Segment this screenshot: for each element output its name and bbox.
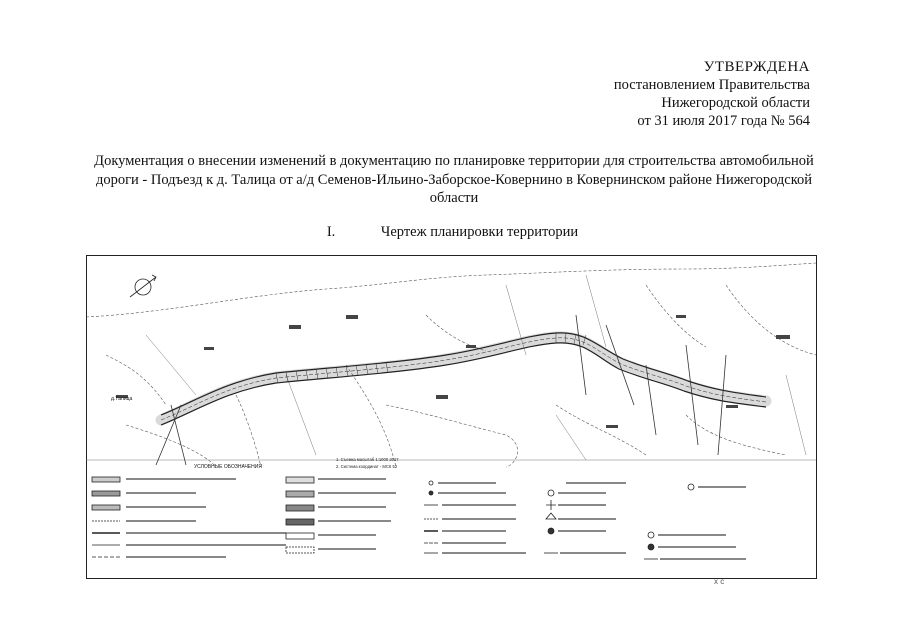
document-title-line-2: дороги - Подъезд к д. Талица от а/д Семенов-Ильино-Заборское-Ковернино в Ковернинском районе Нижегородской — [95, 171, 813, 188]
document-title-line-3: области — [429, 190, 479, 206]
approval-stamp — [614, 58, 810, 130]
planning-map — [86, 255, 817, 579]
approval-date: от 31 июля 2017 года № 564 — [637, 113, 810, 129]
place-label: д.Талица — [111, 396, 133, 402]
approval-authority: постановлением Правительства — [613, 77, 810, 93]
document-title-line-1: Документация о внесении изменений в документацию по планировке территории для строительства автомобильной — [94, 153, 814, 169]
legend-heading: УСЛОВНЫЕ ОБОЗНАЧЕНИЯ — [194, 464, 262, 470]
section-name: Чертеж планировки территории — [380, 224, 579, 240]
approval-heading: УТВЕРЖДЕНА — [703, 59, 810, 75]
planning-drawing — [86, 255, 817, 579]
stray-mark: х с — [714, 577, 725, 586]
stamp-line-2: 2. Система координат - МСК 52 — [336, 464, 398, 469]
document-title — [70, 152, 838, 208]
stamp-line-1: 1. Съемка масштаб 1:1000 2017 — [336, 457, 399, 462]
section-heading — [0, 224, 905, 241]
section-number: I. — [326, 224, 336, 240]
approval-region: Нижегородской области — [661, 95, 810, 111]
